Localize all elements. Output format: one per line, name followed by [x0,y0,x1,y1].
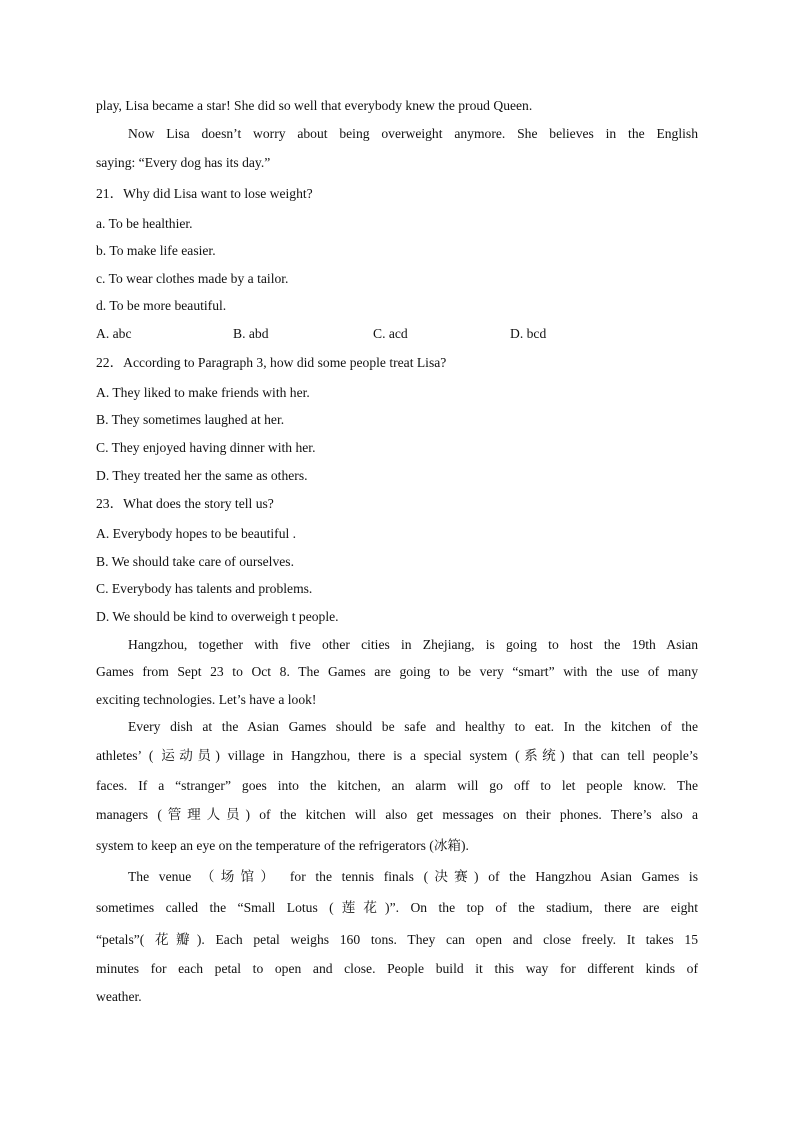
q22-option-a: A. They liked to make friends with her. [96,385,310,400]
q23-option-c: C. Everybody has talents and problems. [96,581,313,596]
passage2-p1-line: Games from Sept 23 to Oct 8. The Games are going to be very “smart” with the use of many [96,664,698,679]
passage2-p2-line: managers (管理人员) of the kitchen will also get messages on their phones. There’s also a [96,807,698,822]
passage2-p3-line: The venue （场馆） for the tennis finals (决赛) of the Hangzhou Asian Games is [128,869,698,884]
passage2-p1-line: Hangzhou, together with five other cities in Zhejiang, is going to host the 19th Asian [128,637,698,652]
passage1-line: play, Lisa became a star! She did so well that everybody knew the proud Queen. [96,98,533,113]
q23-option-b: B. We should take care of ourselves. [96,554,294,569]
q21-item-c: c. To wear clothes made by a tailor. [96,271,289,286]
q21-item-b: b. To make life easier. [96,243,216,258]
q21-option-c: C. acd [373,326,408,341]
q21-option-a: A. abc [96,326,132,341]
question-23: 23．What does the story tell us? [96,496,274,511]
q21-option-d: D. bcd [510,326,547,341]
passage2-p2-line: athletes’ ( 运动员) village in Hangzhou, there is a special system (系统) that can tell people’s [96,748,698,763]
passage1-last-paragraph-line: saying: “Every dog has its day.” [96,155,271,170]
q22-option-c: C. They enjoyed having dinner with her. [96,440,316,455]
q21-option-b: B. abd [233,326,269,341]
passage2-p2-line: faces. If a “stranger” goes into the kitchen, an alarm will go off to let people know. The [96,778,698,793]
passage2-p3-line: minutes for each petal to open and close. People build it this way for different kinds of [96,961,698,976]
q22-option-d: D. They treated her the same as others. [96,468,308,483]
q23-option-d: D. We should be kind to overweigh t people. [96,609,339,624]
passage2-p3-line: sometimes called the “Small Lotus (莲花)”. On the top of the stadium, there are eight [96,900,698,915]
q22-option-b: B. They sometimes laughed at her. [96,412,285,427]
q21-item-a: a. To be healthier. [96,216,193,231]
question-21: 21．Why did Lisa want to lose weight? [96,186,313,201]
passage2-p2-line: system to keep an eye on the temperature of the refrigerators (冰箱). [96,838,469,853]
passage2-p1-line: exciting technologies. Let’s have a look! [96,692,317,707]
passage1-last-paragraph-line: Now Lisa doesn’t worry about being overweight anymore. She believes in the English [128,126,698,141]
question-22: 22．According to Paragraph 3, how did some people treat Lisa? [96,355,447,370]
passage2-p3-line: “petals”( 花瓣). Each petal weighs 160 tons. They can open and close freely. It takes 15 [96,932,698,947]
passage2-p3-line: weather. [96,989,142,1004]
q23-option-a: A. Everybody hopes to be beautiful . [96,526,297,541]
passage2-p2-line: Every dish at the Asian Games should be safe and healthy to eat. In the kitchen of the [128,719,698,734]
q21-item-d: d. To be more beautiful. [96,298,227,313]
